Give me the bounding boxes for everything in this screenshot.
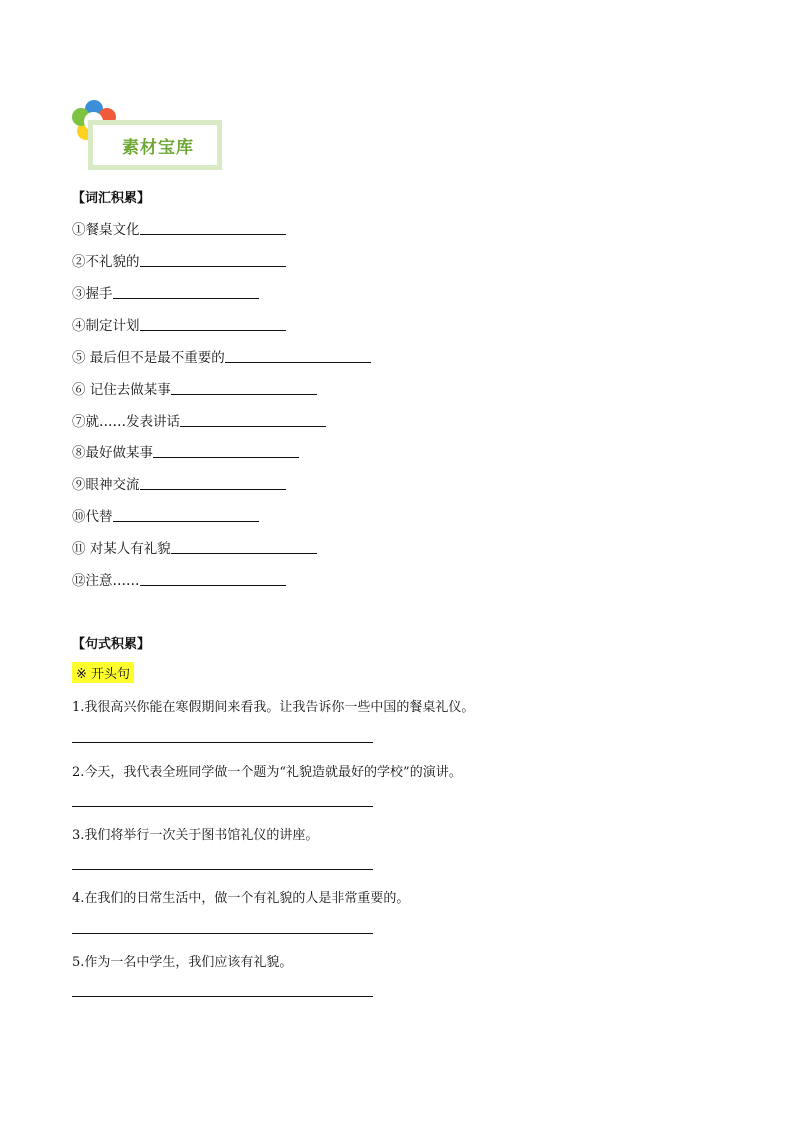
answer-line[interactable] xyxy=(72,742,373,743)
vocab-item-text: ⑦就……发表讲话 xyxy=(72,414,180,430)
vocab-item xyxy=(72,410,326,430)
fill-blank[interactable] xyxy=(171,552,317,554)
vocab-item xyxy=(72,537,317,557)
fill-blank[interactable] xyxy=(140,584,286,586)
fill-blank[interactable] xyxy=(180,425,326,427)
vocab-item xyxy=(72,505,259,525)
vocab-item xyxy=(72,250,286,270)
fill-blank[interactable] xyxy=(140,329,286,331)
vocab-item xyxy=(72,569,286,589)
vocab-item xyxy=(72,441,299,461)
vocab-item-text: ⑩代替 xyxy=(72,509,113,525)
sentence-item: 1.我很高兴你能在寒假期间来看我。让我告诉你一些中国的餐桌礼仪。 xyxy=(72,700,475,715)
vocab-item xyxy=(72,314,286,334)
vocab-item xyxy=(72,473,286,493)
opening-sentence-tag: ※ 开头句 xyxy=(72,662,134,683)
answer-line[interactable] xyxy=(72,806,373,807)
vocab-item xyxy=(72,282,259,302)
fill-blank[interactable] xyxy=(140,233,286,235)
answer-line[interactable] xyxy=(72,996,373,997)
fill-blank[interactable] xyxy=(153,456,299,458)
answer-line[interactable] xyxy=(72,933,373,934)
vocab-item xyxy=(72,378,317,398)
sentence-item: 2.今天，我代表全班同学做一个题为“礼貌造就最好的学校”的演讲。 xyxy=(72,765,462,780)
sentence-item: 4.在我们的日常生活中，做一个有礼貌的人是非常重要的。 xyxy=(72,891,410,906)
fill-blank[interactable] xyxy=(140,265,286,267)
sentence-item: 5.作为一名中学生，我们应该有礼貌。 xyxy=(72,955,293,970)
vocab-item xyxy=(72,346,371,366)
vocab-item-text: ③握手 xyxy=(72,286,113,302)
banner-title: 素材宝库 xyxy=(122,137,194,158)
vocab-item-text: ⑥ 记住去做某事 xyxy=(72,382,171,398)
answer-line[interactable] xyxy=(72,869,373,870)
vocab-item-text: ⑫注意…… xyxy=(72,573,140,589)
fill-blank[interactable] xyxy=(171,393,317,395)
fill-blank[interactable] xyxy=(113,297,259,299)
vocab-item xyxy=(72,218,286,238)
sentence-item: 3.我们将举行一次关于图书馆礼仪的讲座。 xyxy=(72,828,319,843)
banner-box xyxy=(88,120,222,170)
fill-blank[interactable] xyxy=(140,488,286,490)
vocab-item-text: ⑤ 最后但不是最不重要的 xyxy=(72,350,225,366)
fill-blank[interactable] xyxy=(113,520,259,522)
sentence-heading: 【句式积累】 xyxy=(72,637,151,652)
vocab-item-text: ②不礼貌的 xyxy=(72,254,140,270)
vocab-item-text: ⑪ 对某人有礼貌 xyxy=(72,541,171,557)
section-banner xyxy=(72,100,227,174)
vocab-item-text: ①餐桌文化 xyxy=(72,222,140,238)
vocab-heading: 【词汇积累】 xyxy=(72,191,151,206)
vocab-item-text: ⑧最好做某事 xyxy=(72,445,153,461)
fill-blank[interactable] xyxy=(225,361,371,363)
vocab-item-text: ④制定计划 xyxy=(72,318,140,334)
vocab-item-text: ⑨眼神交流 xyxy=(72,477,140,493)
banner-inner xyxy=(93,125,217,165)
